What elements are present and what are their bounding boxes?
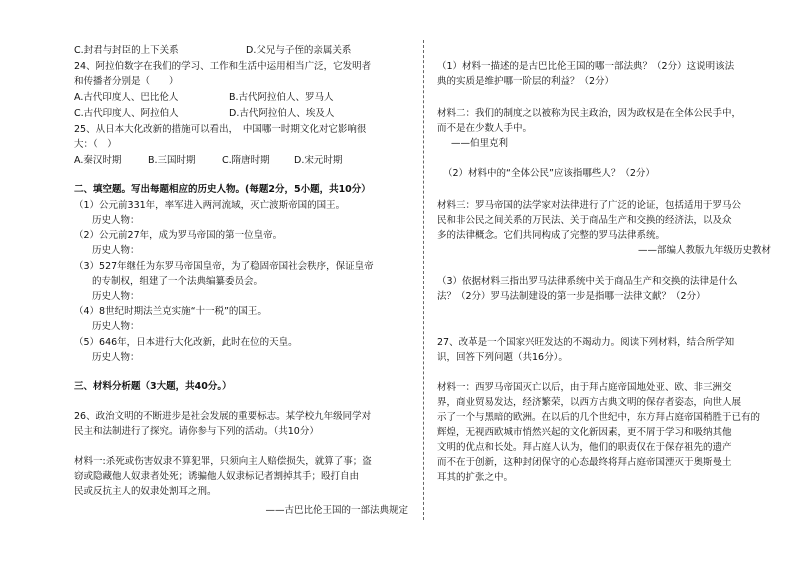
fill-q5-answer: 历史人物： <box>92 352 140 363</box>
material3-line2: 民和非公民之间关系的万民法、关于商品生产和交换的经济法，以及众 <box>437 215 732 226</box>
q27-stem-line2: 识，回答下列问题（共16分）。 <box>437 352 568 363</box>
q26-stem-line2: 民主和法制进行了探究。请你参与下列的活动。（共10分） <box>74 426 319 437</box>
fill-q2-answer: 历史人物： <box>92 245 140 256</box>
material3-line3: 多的法律概念。它们共同构成了完整的罗马法律系统。 <box>437 230 666 241</box>
fill-q4-answer: 历史人物： <box>92 321 140 332</box>
fill-q5: （5）646年，日本进行大化改新，此时在位的天皇。 <box>74 337 298 348</box>
material2-line1: 材料二：我们的制度之以被称为民主政治，因为政权是在全体公民手中， <box>437 108 742 119</box>
q27-stem-line1: 27、改革是一个国家兴旺发达的不竭动力。阅读下列材料，结合所学知 <box>437 337 735 348</box>
q24-option-d: D.古代阿拉伯人、埃及人 <box>229 108 335 119</box>
material2-line2: 而不是在少数人手中。 <box>437 123 533 134</box>
column-divider <box>423 40 424 520</box>
fill-q1: （1）公元前331年，率军进入两河流域，灭亡波斯帝国的国王。 <box>74 200 346 211</box>
section3-title: 三、材料分析题（3大题，共40分。） <box>74 381 232 392</box>
fill-q1-answer: 历史人物： <box>92 215 140 226</box>
q23-option-d: D.父兄与子侄的亲属关系 <box>246 45 352 56</box>
material2-source: ——伯里克利 <box>451 138 509 149</box>
fill-q3-answer: 历史人物： <box>92 291 140 302</box>
q24-option-c: C.古代印度人、阿拉伯人 <box>74 108 179 119</box>
material27-line6: 而不在于创新，这种封闭保守的心态最终将拜占庭帝国湮灭于奥斯曼土 <box>437 457 732 468</box>
rq3-line1: （3）依据材料三指出罗马法律系统中关于商品生产和交换的法律是什么 <box>437 276 738 287</box>
right-column <box>437 0 783 561</box>
left-column <box>74 0 414 561</box>
material3-line1: 材料三：罗马帝国的法学家对法律进行了广泛的论证，包括适用于罗马公 <box>437 200 742 211</box>
q24-option-b: B.古代阿拉伯人、罗马人 <box>229 92 334 103</box>
rq3-line2: 法？（2分）罗马法制建设的第一步是指哪一法律文献？（2分） <box>437 291 706 302</box>
q25-option-c: C.隋唐时期 <box>222 155 270 166</box>
material1-line2: 窃或隐藏他人奴隶者处死；诱骗他人奴隶标记者割掉其手；殴打自由 <box>74 471 360 482</box>
material27-line5: 文明的优点和长处。拜占庭人认为，他们的职责仅在于保存祖先的遗产 <box>437 442 732 453</box>
q24-option-a: A.古代印度人、巴比伦人 <box>74 92 179 103</box>
material27-line1: 材料一：西罗马帝国灭亡以后，由于拜占庭帝国地处亚、欧、非三洲交 <box>437 382 732 393</box>
q26-stem-line1: 26、政治文明的不断进步是社会发展的重要标志。某学校九年级同学对 <box>74 411 372 422</box>
material27-line4: 辉煌，无视西欧城市悄然兴起的文化新因素，更不屑于学习和吸纳其他 <box>437 427 732 438</box>
q25-stem-line2: 大：（ ） <box>74 139 117 150</box>
material27-line3: 示了一个与黑暗的欧洲。在以后的几个世纪中，东方拜占庭帝国稍胜于已有的 <box>437 412 761 423</box>
fill-q3-line1: （3）527年继任为东罗马帝国皇帝，为了稳固帝国社会秩序，保证皇帝 <box>74 261 374 272</box>
q23-option-c: C.封君与封臣的上下关系 <box>74 45 179 56</box>
fill-q3-line2: 的专制权，组建了一个法典编纂委员会。 <box>92 276 264 287</box>
q25-option-b: B.三国时期 <box>148 155 196 166</box>
material27-line7: 耳其的扩张之中。 <box>437 472 514 483</box>
q25-option-a: A.秦汉时期 <box>74 155 122 166</box>
q25-option-d: D.宋元时期 <box>294 155 343 166</box>
material1-source: ——古巴比伦王国的一部法典规定 <box>265 505 408 516</box>
material27-line2: 界，商业贸易发达，经济繁荣，以西方古典文明的保存者姿态，向世人展 <box>437 397 742 408</box>
material3-source: ——部编人教版九年级历史教材 <box>637 245 771 256</box>
rq2: （2）材料中的“全体公民”应该指哪些人？（2分） <box>443 168 655 179</box>
material1-line3: 民或反抗主人的奴隶处割耳之刑。 <box>74 486 217 497</box>
rq1-line1: （1）材料一描述的是古巴比伦王国的哪一部法典？（2分）这说明该法 <box>437 61 735 72</box>
q25-stem-line1: 25、从日本大化改新的措施可以看出， 中国哪一时期文化对它影响很 <box>74 124 367 135</box>
material1-line1: 材料一:杀死或伤害奴隶不算犯罪，只须向主人赔偿损失，就算了事；盗 <box>74 456 372 467</box>
q24-stem-line2: 和传播者分别是（ ） <box>74 76 179 87</box>
q24-stem-line1: 24、阿拉伯数字在我们的学习、工作和生活中运用相当广泛，它发明者 <box>74 61 372 72</box>
fill-q4: （4）8世纪时期法兰克实施“十一税”的国王。 <box>74 306 267 317</box>
fill-q2: （2）公元前27年，成为罗马帝国的第一位皇帝。 <box>74 230 283 241</box>
section2-title: 二、填空题。写出每题相应的历史人物。(每题2分，5小题，共10分） <box>74 184 371 195</box>
rq1-line2: 典的实质是维护哪一阶层的利益？（2分） <box>437 76 615 87</box>
